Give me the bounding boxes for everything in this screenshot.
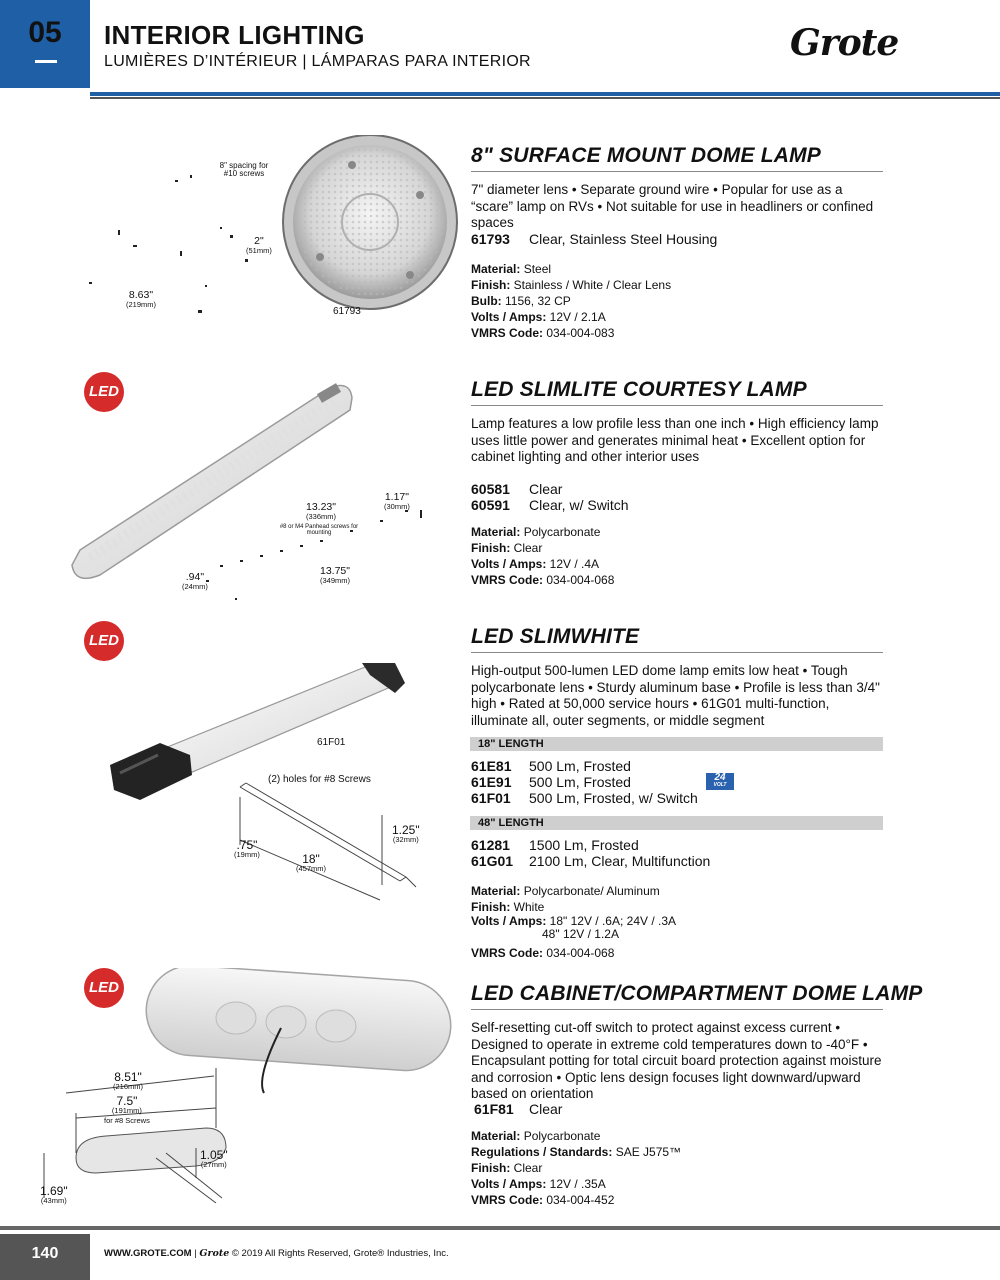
product-specs [471, 524, 614, 588]
part-number: 61793 [471, 231, 510, 247]
spec-row: Finish: Clear [471, 1161, 543, 1175]
slimwhite-drawing [100, 655, 420, 915]
part-number: 61E91 [471, 774, 512, 790]
dim-metric: (19mm) [234, 850, 260, 859]
24-volt-badge: 24 VOLT [706, 773, 734, 790]
slimwhite-part-label: 61F01 [317, 737, 346, 748]
dim-note: for #8 Screws [104, 1116, 150, 1125]
footer-logo: Grote [199, 1248, 230, 1259]
dim-metric: (216mm) [113, 1082, 144, 1091]
cabinet-width-dim [40, 1186, 68, 1206]
spec-row: Volts / Amps: 18" 12V / .6A; 24V / .3A [471, 914, 677, 928]
spec-row: VMRS Code: 034-004-452 [471, 1193, 615, 1207]
dim-metric: (43mm) [40, 1196, 67, 1205]
spec-row: Material: Polycarbonate/ Aluminum [471, 884, 660, 898]
page-subtitle: LUMIÈRES D’INTÉRIEUR | LÁMPARAS PARA INTERIOR [104, 53, 531, 70]
part-description: 500 Lm, Frosted [529, 774, 631, 790]
spec-row: Finish: Clear [471, 541, 543, 555]
footer-text: WWW.GROTE.COM | Grote © 2019 All Rights Reserved, Grote® Industries, Inc. [104, 1248, 449, 1259]
product-title: 8" SURFACE MOUNT DOME LAMP [471, 144, 821, 167]
spec-row: VMRS Code: 034-004-083 [471, 326, 615, 340]
cabinet-spacing-dim [104, 1096, 150, 1126]
cabinet-lamp-drawing [36, 968, 456, 1208]
dim-metric: (336mm) [306, 512, 337, 521]
spec-row: Volts / Amps: 12V / 2.1A [471, 310, 606, 324]
dim-metric: (32mm) [392, 835, 419, 844]
spec-row: VMRS Code: 034-004-068 [471, 946, 615, 960]
led-badge: LED [84, 968, 124, 1008]
dim-value: .94" [185, 571, 205, 583]
part-description: 2100 Lm, Clear, Multifunction [529, 853, 711, 869]
dome-spacing-note: 8" spacing for #10 screws [219, 161, 269, 178]
dim-value: 1.17" [384, 491, 409, 503]
dim-value: .75" [236, 838, 258, 852]
slimlite-drawing [60, 380, 440, 610]
led-badge: LED [84, 621, 124, 661]
product-specs [471, 261, 671, 341]
spec-row: Material: Steel [471, 262, 552, 276]
spec-row: Material: Polycarbonate [471, 525, 601, 539]
dim-metric: (27mm) [200, 1160, 227, 1169]
slimwhite-length-dim [296, 854, 326, 874]
part-description: 1500 Lm, Frosted [529, 837, 639, 853]
dim-metric: (349mm) [320, 576, 351, 585]
section-number: 05 [28, 16, 62, 49]
header-rule [90, 92, 1000, 96]
title-rule [471, 171, 883, 172]
product-specs [471, 1128, 681, 1208]
dim-value: 13.23" [306, 501, 337, 513]
spec-row: Volts / Amps: 12V / .35A [471, 1177, 606, 1191]
dim-metric: (30mm) [384, 502, 410, 511]
part-description: 500 Lm, Frosted [529, 758, 631, 774]
dome-width-dim [126, 290, 156, 310]
slimlite-length-dim [306, 502, 336, 522]
dome-depth-dim [246, 236, 272, 256]
spec-row: 48" 12V / 1.2A [542, 927, 619, 941]
title-rule [471, 1009, 883, 1010]
page-title: INTERIOR LIGHTING [104, 20, 365, 50]
product-description: Lamp features a low profile less than one inch • High efficiency lamp uses little power and generates minimal heat • Excellent option for cabinet lighting and other interior uses [471, 416, 879, 464]
part-number: 61G01 [471, 853, 514, 869]
part-number: 60591 [471, 497, 510, 513]
page-number: 140 [0, 1234, 90, 1280]
part-number: 61E81 [471, 758, 512, 774]
product-title: LED CABINET/COMPARTMENT DOME LAMP [471, 982, 923, 1005]
led-badge: LED [84, 372, 124, 412]
dome-part-label: 61793 [333, 306, 361, 317]
copyright: © 2019 All Rights Reserved, Grote® Industries, Inc. [231, 1248, 449, 1259]
title-rule [471, 652, 883, 653]
slimlite-height-dim [182, 572, 208, 592]
length-group-header: 18" LENGTH [470, 737, 883, 751]
slimwhite-height-dim [392, 825, 420, 845]
part-description: Clear [529, 481, 563, 497]
cabinet-length-dim [113, 1072, 143, 1092]
spec-row: Finish: Stainless / White / Clear Lens [471, 278, 672, 292]
product-specs [471, 883, 676, 961]
part-description: 500 Lm, Frosted, w/ Switch [529, 790, 698, 806]
product-description: 7" diameter lens • Separate ground wire • Popular for use as a “scare” lamp on RVs • Not suitable for use in headliners or confined spaces [471, 182, 874, 230]
part-number: 61281 [471, 837, 510, 853]
spec-row: Finish: White [471, 900, 545, 914]
part-number: 61F01 [471, 790, 511, 806]
dim-metric: (219mm) [126, 300, 157, 309]
spec-row: Material: Polycarbonate [471, 1129, 601, 1143]
spec-row: Volts / Amps: 12V / .4A [471, 557, 600, 571]
dim-metric: (24mm) [182, 582, 208, 591]
part-number: 60581 [471, 481, 510, 497]
dim-metric: (191mm) [111, 1106, 142, 1115]
product-title: LED SLIMWHITE [471, 625, 640, 648]
spec-row: VMRS Code: 034-004-068 [471, 573, 615, 587]
spec-row: Bulb: 1156, 32 CP [471, 294, 571, 308]
length-group-header: 48" LENGTH [470, 816, 883, 830]
dim-value: 2" [254, 235, 264, 247]
dim-value: 18" [302, 852, 320, 866]
part-description: Clear, Stainless Steel Housing [529, 231, 718, 247]
dim-value: 1.25" [392, 823, 420, 837]
dim-value: 8.51" [114, 1070, 142, 1084]
slimlite-width-dim [384, 492, 410, 512]
footer-rule [0, 1226, 1000, 1230]
dim-metric: (457mm) [296, 864, 327, 873]
product-description: Self-resetting cut-off switch to protect against excess current • Designed to operate in extreme cold temperatures down to -40°F • Encapsulant potting for total circuit board protection against moisture and corrosion • Optic lens design focuses light downward/upward based on orientation [471, 1020, 882, 1101]
part-description: Clear [529, 1101, 563, 1117]
section-underline [35, 60, 57, 63]
header-rule-thin [90, 97, 1000, 99]
slimwhite-width-dim [234, 840, 260, 860]
dim-value: 7.5" [116, 1094, 138, 1108]
slimlite-mount-note: #8 or M4 Panhead screws for mounting [279, 524, 359, 536]
dim-value: 1.05" [200, 1148, 228, 1162]
product-title: LED SLIMLITE COURTESY LAMP [471, 378, 807, 401]
part-number: 61F81 [474, 1101, 514, 1117]
spec-row: Regulations / Standards: SAE J575™ [471, 1145, 682, 1159]
title-rule [471, 405, 883, 406]
dim-value: 13.75" [320, 565, 351, 577]
product-description: High-output 500-lumen LED dome lamp emits low heat • Tough polycarbonate lens • Sturdy aluminum base • Profile is less than 3/4" high • Rated at 50,000 service hours • 61G01 multi-function, illuminate all, outer segments, or middle segment [471, 663, 880, 728]
dim-value: 8.63" [128, 289, 154, 301]
slimlite-overall-dim [320, 566, 350, 586]
dim-metric: (51mm) [246, 246, 272, 255]
slimwhite-holes-note: (2) holes for #8 Screws [268, 774, 371, 785]
website-link[interactable]: WWW.GROTE.COM [104, 1248, 192, 1259]
grote-logo: Grote [790, 22, 899, 64]
part-description: Clear, w/ Switch [529, 497, 629, 513]
cabinet-height-dim [200, 1150, 228, 1170]
dim-value: 1.69" [40, 1184, 68, 1198]
